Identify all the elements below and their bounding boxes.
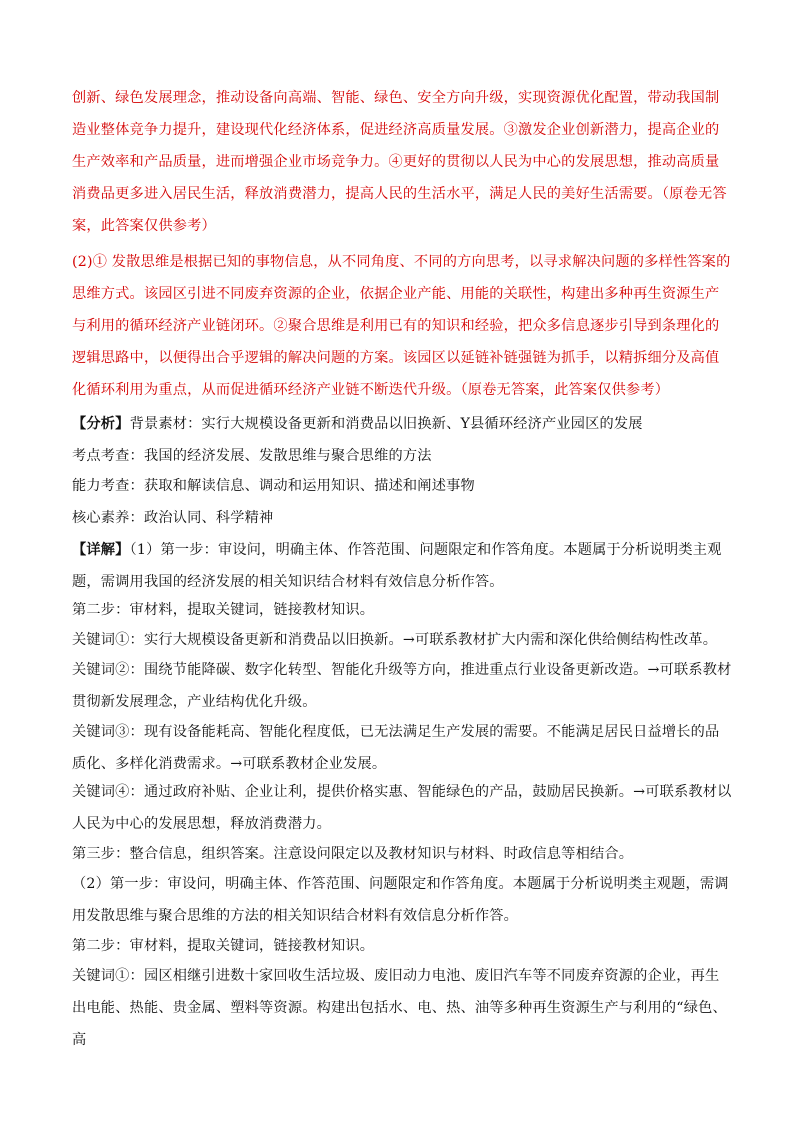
detail-1-text: （1）第一步：审设问，明确主体、作答范围、问题限定和作答角度。本题属于分析说明类主观题，需调用我国的经济发展的相关知识结合材料有效信息分析作答。: [72, 542, 722, 590]
step-2-line: 第二步：审材料，提取关键词，链接教材知识。: [72, 602, 375, 618]
keyword-1b-paragraph: 关键词①：园区相继引进数十家回收生活垃圾、废旧动力电池、废旧汽车等不同废弃资源的企业，再生出电能、热能、贵金属、塑料等资源。构建出包括水、电、热、油等多种再生资源生产与利用的“绿色、高: [72, 968, 727, 1048]
keyword-4-paragraph: 关键词④：通过政府补贴、企业让利，提供价格实惠、智能绿色的产品，鼓励居民换新。→可联系教材以人民为中心的发展思想，释放消费潜力。: [72, 784, 732, 832]
step-2b-line: 第二步：审材料，提取关键词，链接教材知识。: [72, 938, 375, 954]
detail-1-paragraph: [72, 534, 732, 598]
analysis-text: 背景素材：实行大规模设备更新和消费品以旧换新、Y县循环经济产业园区的发展: [129, 416, 643, 432]
keyword-3-paragraph: 关键词③：现有设备能耗高、智能化程度低，已无法满足生产发展的需要。不能满足居民日益增长的品质化、多样化消费需求。→可联系教材企业发展。: [72, 724, 720, 772]
detail-label: 【详解】: [72, 542, 130, 558]
kaodian-line: 考点考查：我国的经济发展、发散思维与聚合思维的方法: [72, 448, 432, 464]
answer-1-text: 创新、绿色发展理念，推动设备向高端、智能、绿色、安全方向升级，实现资源优化配置，带动我国制造业整体竞争力提升，建设现代化经济体系，促进经济高质量发展。③激发企业创新潜力，提高企业的生产效率和产品质量，进而增强企业市场竞争力。④更好的贯彻以人民为中心的发展思想，推动高质量消费品更多进入居民生活，释放消费潜力，提高人民的生活水平，满足人民的美好生活需要。（原卷无答案，此答案仅供参考）: [72, 90, 727, 234]
analysis-label: 【分析】: [72, 416, 130, 432]
keyword-2-paragraph: 关键词②：围绕节能降碳、数字化转型、智能化升级等方向，推进重点行业设备更新改造。→可联系教材贯彻新发展理念，产业结构优化升级。: [72, 662, 732, 710]
nengli-line: 能力考查：获取和解读信息、调动和运用知识、描述和阐述事物: [72, 478, 475, 494]
step-3-line: 第三步：整合信息，组织答案。注意设问限定以及教材知识与材料、时政信息等相结合。: [72, 846, 634, 862]
analysis-line: [72, 408, 732, 440]
detail-2-paragraph: （2）第一步：审设问，明确主体、作答范围、问题限定和作答角度。本题属于分析说明类主观题，需调用发散思维与聚合思维的方法的相关知识结合材料有效信息分析作答。: [72, 876, 729, 924]
answer-2-text: (2)① 发散思维是根据已知的事物信息，从不同角度、不同的方向思考，以寻求解决问题的多样性答案的思维方式。该园区引进不同废弃资源的企业，依据企业产能、用能的关联性，构建出多种再生资源生产与利用的循环经济产业链闭环。②聚合思维是利用已有的知识和经验，把众多信息逐步引导到条理化的逻辑思路中，以便得出合乎逻辑的解决问题的方案。该园区以延链补链强链为抓手，以精拆细分及高值化循环利用为重点，从而促进循环经济产业链不断迭代升级。（原卷无答案，此答案仅供参考）: [72, 254, 731, 398]
keyword-1-line: 关键词①：实行大规模设备更新和消费品以旧换新。→可联系教材扩大内需和深化供给侧结构性改革。: [72, 632, 718, 648]
suyang-line: 核心素养：政治认同、科学精神: [72, 510, 274, 526]
